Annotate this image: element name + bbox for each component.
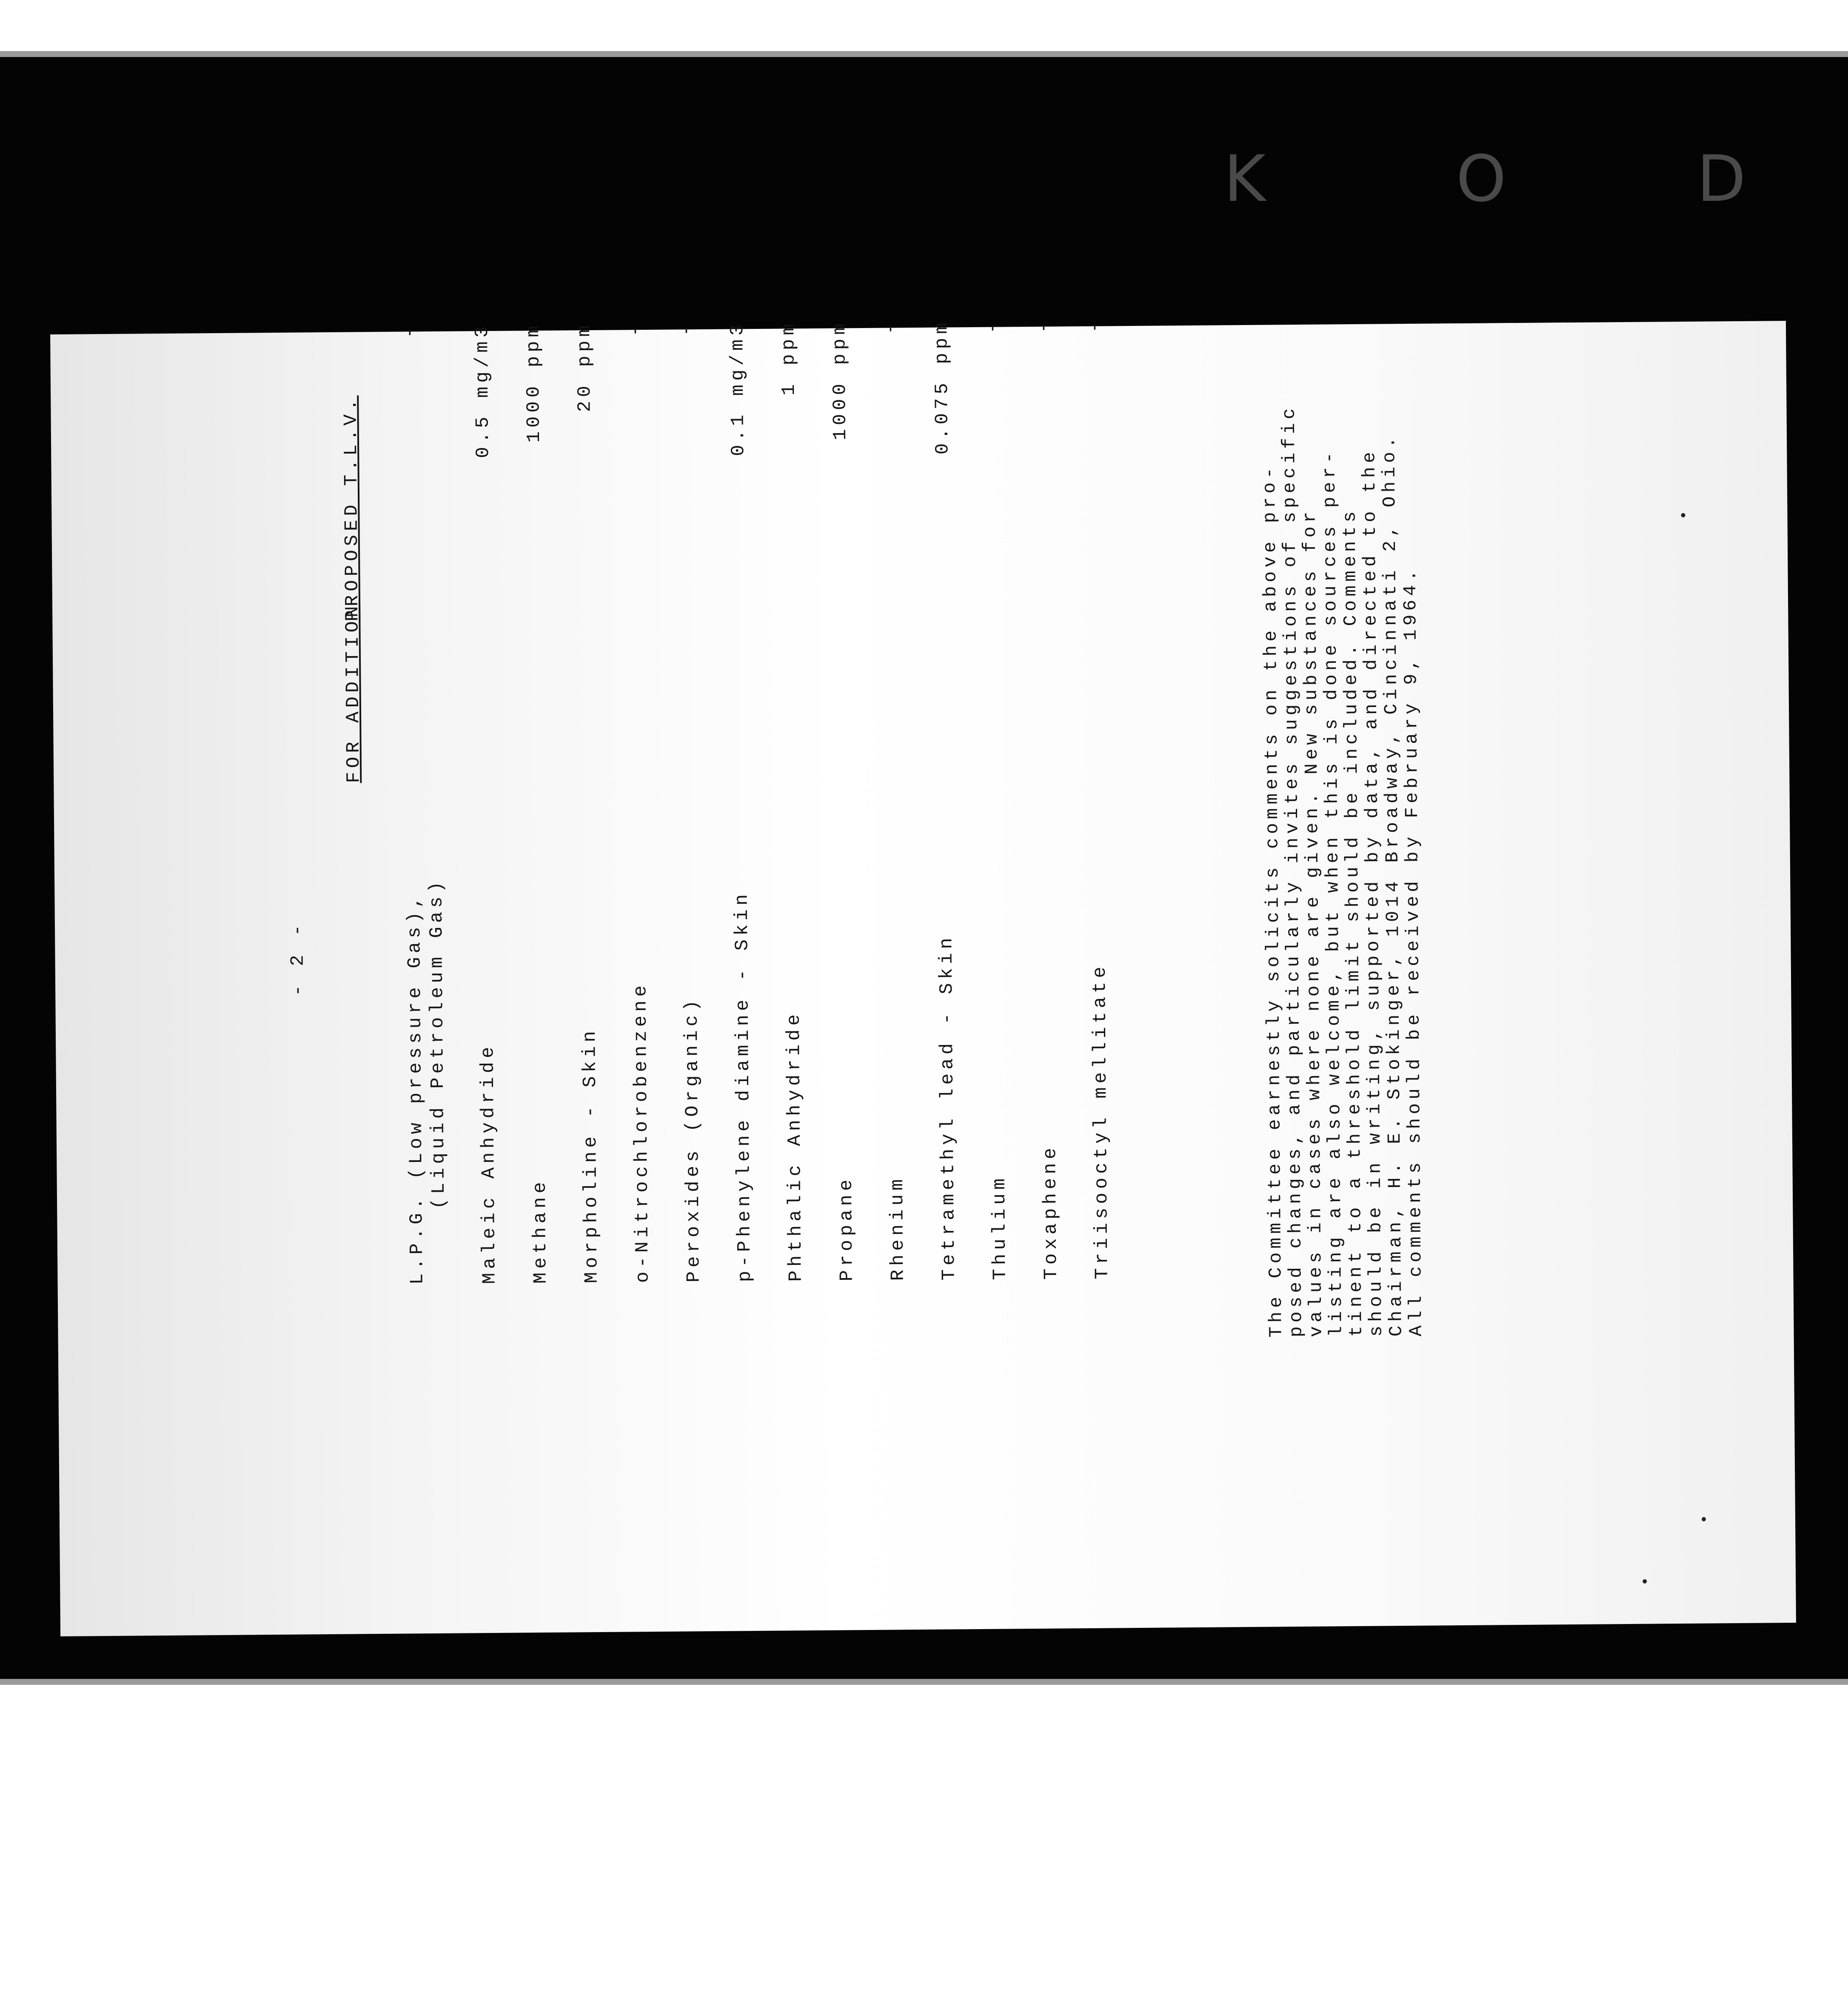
document-page	[50, 317, 1796, 1636]
comments-paragraph: The Committee earnestly solicits comments on the above pro- posed changes, and particularly invites suggestions of specific values in cases where none are given. New substances for listing are also welcome, but when this is done sources per- tinent to a threshold limit should be included. Comments should be in writing, supported by data, and directed to the Chairman, H. E. Stokinger, 1014 Broadway, Cincinnati 2, Ohio. All comments should be received by February 9, 1964.	[1259, 404, 1427, 1338]
substance-name: Tetramethyl lead - Skin	[936, 934, 960, 1281]
tlv-value: -	[1033, 318, 1055, 334]
tlv-value: 1 ppm	[778, 320, 800, 396]
substance-name: Propane	[836, 1176, 858, 1282]
substance-name: Toxaphene	[1040, 1144, 1062, 1280]
tlv-value: 0.1 mg/m3	[727, 320, 750, 457]
substance-name: Triisooctyl mellitate	[1089, 963, 1113, 1279]
film-edge-marking: K O D	[1223, 142, 1831, 216]
substance-name: Peroxides (Organic)	[681, 996, 705, 1283]
tlv-value: -	[676, 321, 698, 336]
substance-name: p-Phenylene diamine - Skin	[731, 890, 756, 1282]
film-speck	[1681, 513, 1685, 517]
tlv-value: -	[399, 323, 421, 339]
heading-proposed-tlv: PROPOSED T.L.V.	[340, 395, 364, 622]
tlv-value: 0.075 ppm	[931, 319, 954, 455]
substance-name: Thulium	[989, 1174, 1011, 1280]
substance-name: o-Nitrochlorobenzene	[630, 981, 654, 1283]
substance-name: Morpholine - Skin	[579, 1027, 603, 1284]
tlv-value: -	[880, 319, 902, 335]
tlv-value: 20 ppm	[573, 322, 596, 412]
substance-name: Rhenium	[887, 1175, 909, 1281]
document-sheet	[50, 317, 1796, 1636]
heading-for-addition: FOR ADDITION	[342, 602, 365, 783]
tlv-value: 1000 ppm	[829, 320, 852, 440]
tlv-value: -	[625, 321, 647, 337]
substance-name: Phthalic Anhydride	[783, 1010, 807, 1282]
page-number: - 2 -	[287, 921, 309, 996]
tlv-value: -	[982, 318, 1004, 334]
tlv-value: -	[1084, 317, 1106, 333]
substance-name: Methane	[529, 1178, 552, 1284]
tlv-value: 0.5 mg/m3	[471, 322, 494, 458]
substance-name: Maleic Anhydride	[477, 1043, 501, 1284]
substance-name: L.P.G. (Low pressure Gas), (Liquid Petroleum Gas)	[404, 877, 451, 1285]
film-speck	[1643, 1579, 1647, 1584]
film-speck	[1702, 1517, 1706, 1521]
tlv-value: 1000 ppm	[522, 322, 545, 443]
